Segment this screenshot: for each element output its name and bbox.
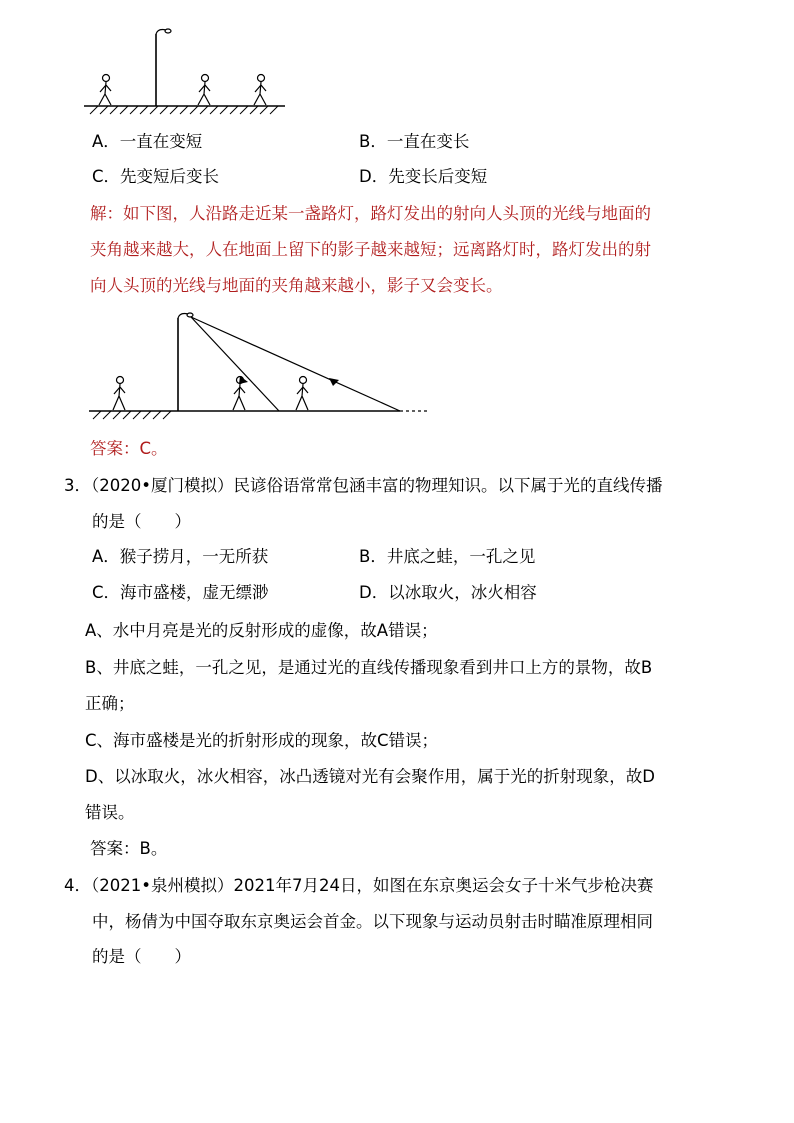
q3-explanation-c: C、海市盛楼是光的折射形成的现象，故C错误； bbox=[85, 731, 439, 750]
q4-stem-line-1: 4．（2021•泉州模拟）2021年7月24日，如图在东京奥运会女子十米气步枪决赛 bbox=[64, 876, 654, 895]
q3-option-c: C．海市盛楼，虚无缥渺 bbox=[92, 583, 269, 602]
q3-explanation-d-cont: 错误。 bbox=[85, 803, 135, 822]
option-b: B．一直在变长 bbox=[359, 132, 470, 151]
solution-line-1: 解：如下图，人沿路走近某一盏路灯，路灯发出的射向人头顶的光线与地面的 bbox=[90, 204, 651, 223]
option-d: D．先变长后变短 bbox=[359, 167, 488, 186]
option-a: A．一直在变短 bbox=[92, 132, 203, 151]
q3-answer: 答案：B。 bbox=[90, 839, 168, 858]
q3-option-b: B．井底之蛙，一孔之见 bbox=[359, 547, 536, 566]
q3-explanation-d: D、以冰取火，冰火相容，冰凸透镜对光有会聚作用，属于光的折射现象，故D bbox=[85, 767, 655, 786]
q3-explanation-b: B、井底之蛙，一孔之见，是通过光的直线传播现象看到井口上方的景物，故B bbox=[85, 658, 653, 677]
streetlamp-figure bbox=[80, 24, 300, 116]
q4-stem-line-2: 中，杨倩为中国夺取东京奥运会首金。以下现象与运动员射击时瞄准原理相同 bbox=[92, 912, 653, 931]
walker-1 bbox=[99, 75, 111, 106]
q3-stem-line-2: 的是（ ） bbox=[92, 512, 191, 531]
q3-option-d: D．以冰取火，冰火相容 bbox=[359, 583, 537, 602]
solution-line-3: 向人头顶的光线与地面的夹角越来越小，影子又会变长。 bbox=[90, 276, 503, 295]
q2-answer: 答案：C。 bbox=[90, 439, 168, 458]
q3-explanation-b-cont: 正确； bbox=[85, 694, 135, 713]
q3-option-a: A．猴子捞月，一无所获 bbox=[92, 547, 269, 566]
solution-line-2: 夹角越来越大，人在地面上留下的影子越来越短；远离路灯时，路灯发出的射 bbox=[90, 240, 651, 259]
light-ray-figure bbox=[85, 310, 435, 422]
q3-stem-line-1: 3．（2020•厦门模拟）民谚俗语常常包涵丰富的物理知识。以下属于光的直线传播 bbox=[64, 476, 663, 495]
q3-explanation-a: A、水中月亮是光的反射形成的虚像，故A错误； bbox=[85, 621, 438, 640]
option-c: C．先变短后变长 bbox=[92, 167, 220, 186]
q4-stem-line-3: 的是（ ） bbox=[92, 947, 191, 966]
